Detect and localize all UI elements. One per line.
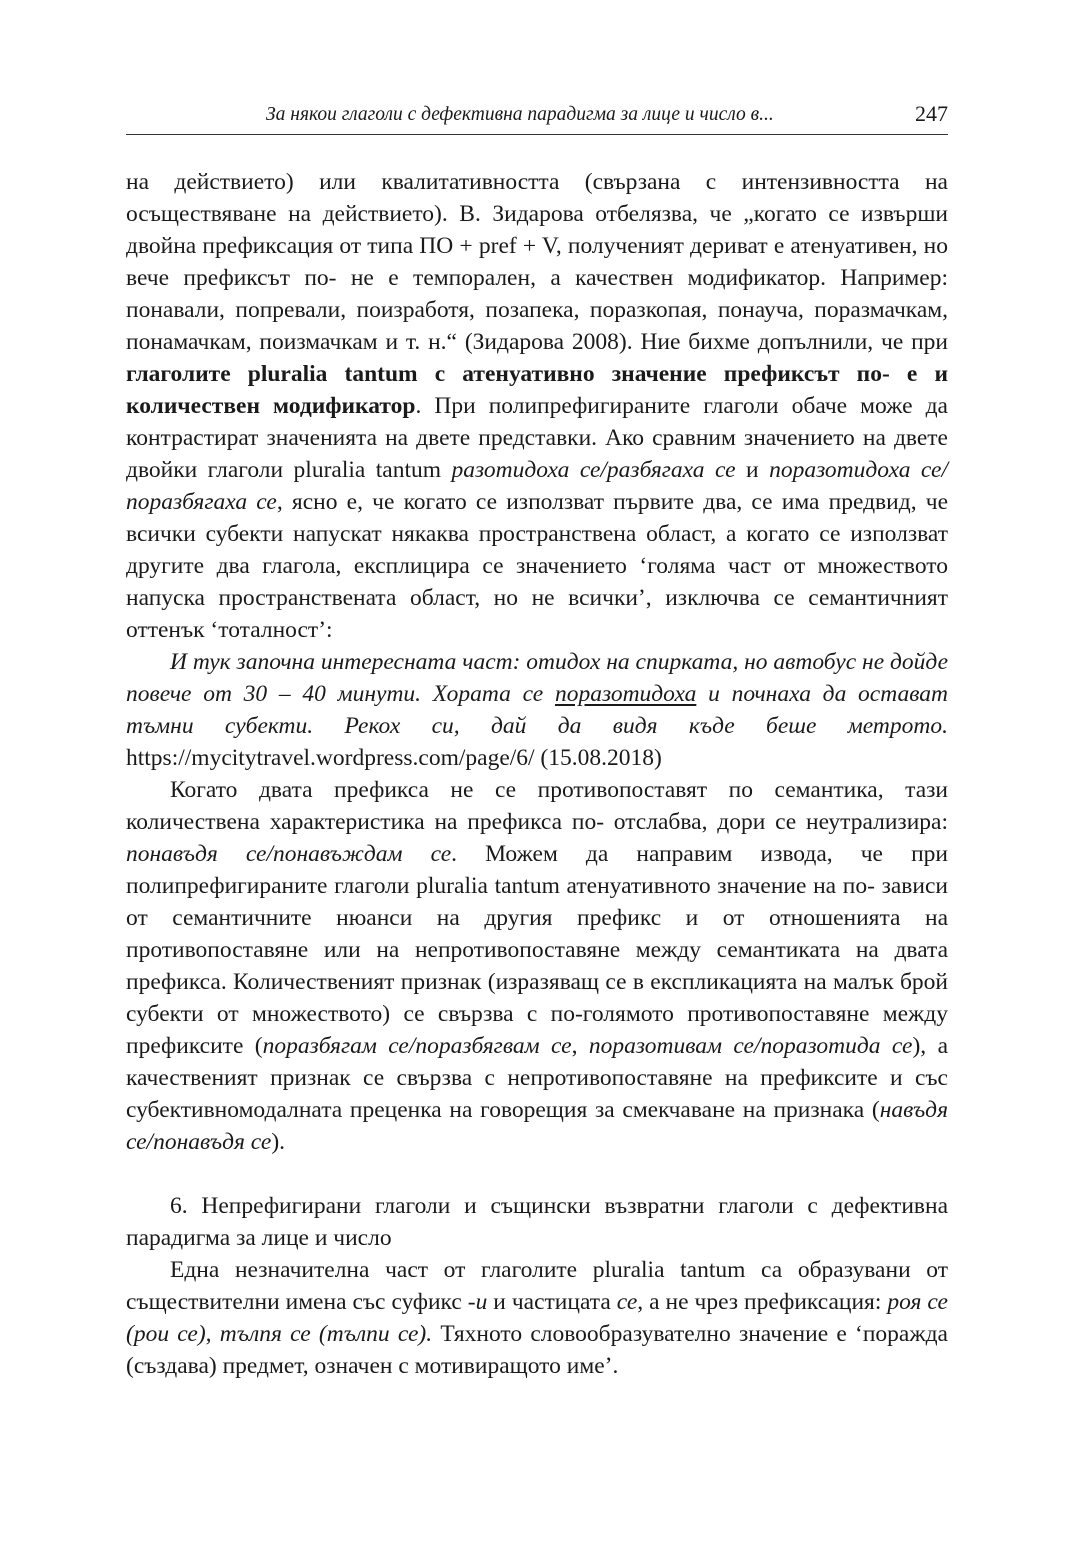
example-quote [126, 646, 948, 774]
p1-text-3: и [735, 457, 770, 483]
p2-text-5: ). [271, 1129, 286, 1155]
quote-underlined-verb: поразотидоха [554, 681, 697, 707]
p1-text-4: , ясно е, че когато се използват първите два, се има предвид, че всички субекти напускат някаква пространствена област, а когато се използват другите два глагола, експлицира се значението ‘голяма част от множеството напуска пространствената област, но не всички’, изключва се семантичният оттенък ‘тоталност’: [126, 489, 948, 643]
p1-italic-verbs-2: поразотидоха се/поразбягаха се [126, 457, 948, 515]
p2-text-1: Когато двата префикса не се противопоставят по семантика, тази количествена характеристика на префикса по- отслабва, дори се неутрализира: [126, 777, 948, 835]
p2-text-2: . Можем да направим извода, че при полипрефигираните глаголи pluralia tantum атенуативното значение на по- зависи от семантичните нюанси на другия префикс и от отношенията на противопоставяне или на непротивопоставяне между семантиката на двата префикса. Количественият признак (изразяващ се в експликацията на малък брой субекти от множеството) се свързва с по-голямото противопоставяне между префиксите ( [126, 841, 948, 1059]
p1-text-2: . При полипрефигираните глаголи обаче може да контрастират значенията на двете представки. Ако сравним значението на двете двойки глаголи pluralia tantum [126, 393, 948, 483]
p3-text-3: , а не чрез префиксация: [637, 1289, 888, 1315]
p3-italic-3: роя се (рои се), тълпя се (тълпи се). [126, 1289, 948, 1347]
paragraph-3 [126, 1254, 948, 1382]
p2-italic-1: понавъдя се/понавъждам се [126, 841, 452, 867]
running-header [126, 98, 948, 135]
p3-italic-2: се [616, 1289, 638, 1315]
running-title: За някои глаголи с дефективна парадигма за лице и число в... [266, 104, 774, 125]
p3-text-4: Тяхното словообразувателно значение е ‘поражда (създава) предмет, означен с мотивиращото име’. [126, 1321, 948, 1379]
page-number: 247 [915, 101, 948, 126]
quote-text-1: И тук започна интересната част: отидох на спирката, но автобус не дойде повече от 30 – 40 минути. Хората се [126, 649, 948, 707]
paragraph-1 [126, 166, 948, 646]
p1-italic-verbs-1: разотидоха се/разбягаха се [451, 457, 736, 483]
page-body [126, 166, 948, 1382]
p3-italic-1: -и [467, 1289, 488, 1315]
p1-text-1: на действието) или квалитативността (свързана с интензивността на осъществяване на действието). В. Зидарова отбелязва, че „когато се извърши двойна префиксация от типа ПО + pref + V, полученият дериват е атенуативен, но вече префиксът по- не е темпорален, а качествен модификатор. Например: понавали, попревали, поизработя, позапека, поразкопая, понауча, поразмачкам, понамачкам, поизмачкам и т. н.“ (Зидарова 2008). Ние бихме допълнили, че при [126, 169, 948, 355]
p2-text-4: ), а качественият признак се свързва с непротивопоставяне на префиксите и със субективномодалната преценка на говорещия за смекчаване на признака ( [126, 1033, 948, 1123]
section-heading: 6. Непрефигирани глаголи и същински възвратни глаголи с дефективна парадигма за лице и число [126, 1193, 948, 1251]
paragraph-2 [126, 774, 948, 1158]
p2-italic-4: навъдя се/понавъдя се [126, 1097, 948, 1155]
quote-source-url: https://mycitytravel.wordpress.com/page/6/ (15.08.2018) [126, 745, 662, 771]
p2-italic-3: поразотивам се/поразотида се [588, 1033, 913, 1059]
p3-text-1: Една незначителна част от глаголите pluralia tantum са образувани от съществителни имена със суфикс [126, 1257, 948, 1315]
p1-bold-claim: глаголите pluralia tantum с атенуативно значение префиксът по- е и количествен модификатор [126, 361, 948, 419]
p2-text-3: , [571, 1033, 589, 1059]
p2-italic-2: поразбягам се/поразбягвам се [262, 1033, 572, 1059]
quote-text-2: и почнаха да остават тъмни субекти. Рекох си, дай да видя къде беше метрото. [126, 681, 949, 739]
p3-text-2: и частицата [487, 1289, 617, 1315]
